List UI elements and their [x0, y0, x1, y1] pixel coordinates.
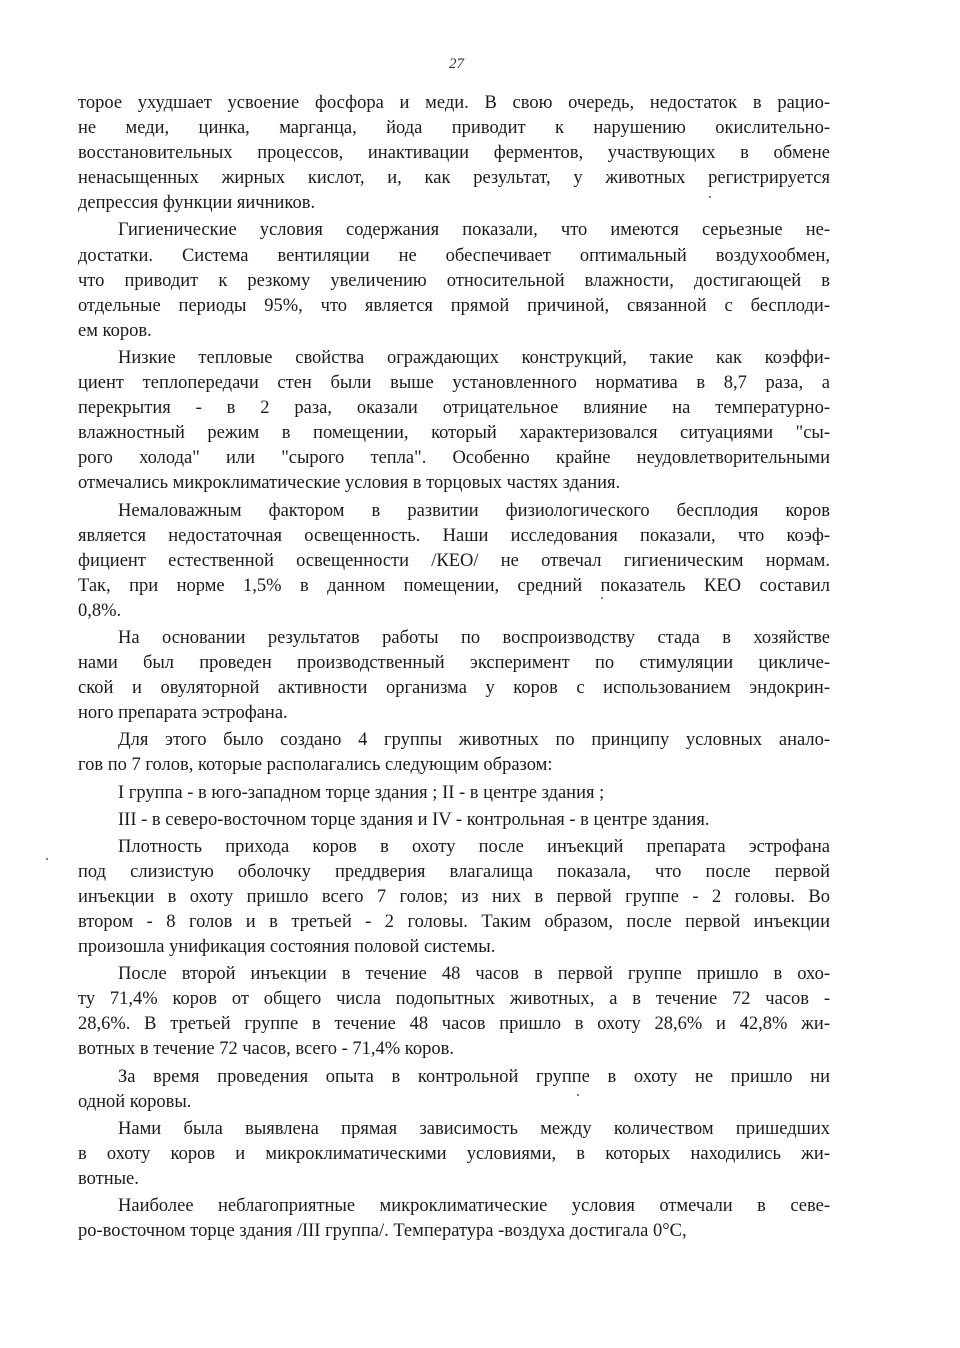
- text-line: Так, при норме 1,5% в данном помещении, средний показатель КЕО составил: [78, 575, 830, 596]
- text-line: Немаловажным фактором в развитии физиологического бесплодия коров: [118, 500, 830, 521]
- text-line: отдельные периоды 95%, что является прямой причиной, связанной с бесплоди-: [78, 295, 830, 316]
- paragraph: [78, 808, 830, 833]
- paragraph: [78, 1194, 830, 1244]
- paragraph: [78, 346, 830, 497]
- paragraph: [78, 1117, 830, 1192]
- scan-speck: [577, 1094, 579, 1096]
- text-line: ро-восточном торце здания /III группа/. Температура -воздуха достигала 0°С,: [78, 1221, 687, 1242]
- text-line: Плотность прихода коров в охоту после инъекций препарата эстрофана: [118, 836, 830, 857]
- body-text: [78, 91, 830, 1246]
- text-line: 0,8%.: [78, 600, 122, 621]
- text-line: Нами была выявлена прямая зависимость между количеством пришедших: [118, 1118, 830, 1139]
- text-line: втором - 8 голов и в третьей - 2 головы. Таким образом, после первой инъекции: [78, 912, 830, 932]
- text-line: После второй инъекции в течение 48 часов в первой группе пришло в охо-: [118, 964, 830, 985]
- text-line: под слизистую оболочку преддверия влагалища показала, что после первой: [78, 861, 830, 882]
- text-line: что приводит к резкому увеличению относительной влажности, достигающей в: [78, 270, 830, 291]
- text-line: За время проведения опыта в контрольной группе в охоту не пришло ни: [118, 1066, 830, 1087]
- paragraph: [78, 91, 830, 216]
- text-line: рого холода" или "сырого тепла". Особенно крайне неудовлетворительными: [78, 448, 830, 469]
- paragraph: [78, 835, 830, 960]
- text-line: Гигиенические условия содержания показали, что имеются серьезные не-: [118, 220, 830, 241]
- text-line: торое ухудшает усвоение фосфора и меди. В свою очередь, недостаток в рацио-: [78, 93, 830, 113]
- scan-speck: [46, 858, 48, 860]
- text-line: На основании результатов работы по воспроизводству стада в хозяйстве: [118, 627, 830, 648]
- scan-speck: [601, 597, 603, 599]
- text-line: произошла унификация состояния половой системы.: [78, 937, 496, 958]
- text-line: достатки. Система вентиляции не обеспечивает оптимальный воздухообмен,: [78, 245, 830, 266]
- text-line: перекрытия - в 2 раза, оказали отрицательное влияние на температурно-: [78, 398, 830, 419]
- text-line: фициент естественной освещенности /КЕО/ не отвечал гигиеническим нормам.: [78, 550, 830, 571]
- text-line: депрессия функции яичников.: [78, 193, 316, 214]
- text-line: I группа - в юго-западном торце здания ; II - в центре здания ;: [118, 782, 605, 803]
- text-line: циент теплопередачи стен были выше установленного норматива в 8,7 раза, а: [78, 373, 830, 394]
- paragraph: [78, 962, 830, 1062]
- text-line: отмечались микроклиматические условия в торцовых частях здания.: [78, 473, 621, 494]
- text-line: одной коровы.: [78, 1091, 192, 1112]
- text-line: ем коров.: [78, 320, 152, 341]
- text-line: 28,6%. В третьей группе в течение 48 часов пришло в охоту 28,6% и 42,8% жи-: [78, 1014, 830, 1035]
- text-line: не меди, цинка, марганца, йода приводит к нарушению окислительно-: [78, 118, 830, 139]
- text-line: нами был проведен производственный эксперимент по стимуляции цикличе-: [78, 653, 830, 674]
- text-line: гов по 7 голов, которые располагались следующим образом:: [78, 755, 553, 776]
- text-line: вотных в течение 72 часов, всего - 71,4% коров.: [78, 1039, 454, 1060]
- text-line: является недостаточная освещенность. Наши исследования показали, что коэф-: [78, 525, 830, 546]
- text-line: Низкие тепловые свойства ограждающих конструкций, такие как коэффи-: [118, 347, 830, 368]
- paragraph: [78, 728, 830, 778]
- text-line: Наиболее неблагоприятные микроклиматические условия отмечали в севе-: [118, 1196, 830, 1217]
- text-line: ненасыщенных жирных кислот, и, как результат, у животных регистрируется: [78, 168, 830, 189]
- text-line: влажностный режим в помещении, который характеризовался ситуациями "сы-: [78, 423, 830, 444]
- text-line: Для этого было создано 4 группы животных по принципу условных анало-: [118, 730, 830, 751]
- text-line: вотные.: [78, 1168, 139, 1189]
- text-line: инъекции в охоту пришло всего 7 голов; из них в первой группе - 2 головы. Во: [78, 886, 830, 907]
- scan-speck: [709, 196, 711, 198]
- paragraph: [78, 1065, 830, 1115]
- paragraph: [78, 499, 830, 624]
- text-line: ской и овуляторной активности организма у коров с использованием эндокрин-: [78, 678, 830, 699]
- text-line: ту 71,4% коров от общего числа подопытных животных, а в течение 72 часов -: [78, 989, 830, 1010]
- text-line: III - в северо-восточном торце здания и IV - контрольная - в центре здания.: [118, 809, 710, 830]
- paragraph: [78, 218, 830, 343]
- paragraph: [78, 626, 830, 726]
- page-number: 27: [449, 56, 464, 72]
- text-line: ного препарата эстрофана.: [78, 703, 288, 724]
- text-line: восстановительных процессов, инактивации ферментов, участвующих в обмене: [78, 143, 830, 164]
- text-line: в охоту коров и микроклиматическими условиями, в которых находились жи-: [78, 1143, 830, 1164]
- paragraph: [78, 781, 830, 806]
